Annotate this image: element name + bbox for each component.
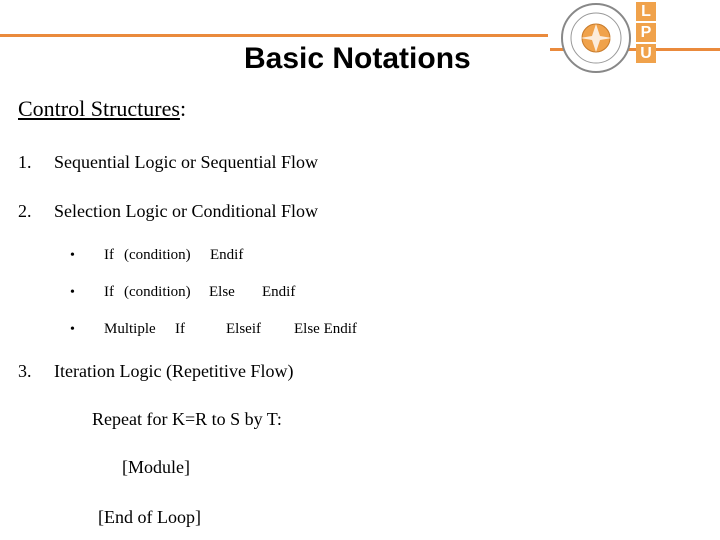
bullet-1-endif: Endif xyxy=(210,247,244,263)
bullet-3-multiple: Multiple xyxy=(104,321,156,337)
section-heading-colon: : xyxy=(179,96,187,121)
item-2-text: Selection Logic or Conditional Flow xyxy=(54,201,318,221)
item-3-text: Iteration Logic (Repetitive Flow) xyxy=(54,361,294,381)
bullet-3-if: If xyxy=(175,321,185,337)
bullet-3-elseif: Elseif xyxy=(226,321,261,337)
bullet-3-glyph: • xyxy=(70,322,75,337)
item-2-number: 2. xyxy=(18,201,32,221)
bullet-1-if: If xyxy=(104,247,114,263)
bullet-2-condition: (condition) xyxy=(124,284,191,300)
logo-letter-u: U xyxy=(636,44,656,63)
logo-letter-p: P xyxy=(636,23,656,42)
university-seal-icon xyxy=(560,2,632,74)
bullet-3-else-endif: Else Endif xyxy=(294,321,357,337)
bullet-2-glyph: • xyxy=(70,285,75,300)
header-rule-left xyxy=(0,34,548,37)
bullet-1-glyph: • xyxy=(70,248,75,263)
loop-end-line: [End of Loop] xyxy=(98,507,201,527)
bullet-2-else: Else xyxy=(209,284,235,300)
lpu-logo xyxy=(636,2,658,65)
bullet-2-if: If xyxy=(104,284,114,300)
loop-repeat-line: Repeat for K=R to S by T: xyxy=(92,409,282,429)
bullet-2-endif: Endif xyxy=(262,284,296,300)
slide-title: Basic Notations xyxy=(244,42,471,75)
item-3-number: 3. xyxy=(18,361,32,381)
loop-module-line: [Module] xyxy=(122,457,190,477)
section-heading xyxy=(18,96,186,122)
section-heading-text: Control Structures xyxy=(18,96,180,121)
item-1-number: 1. xyxy=(18,152,32,172)
bullet-1-condition: (condition) xyxy=(124,247,191,263)
logo-letter-l: L xyxy=(636,2,656,21)
item-1-text: Sequential Logic or Sequential Flow xyxy=(54,152,318,172)
